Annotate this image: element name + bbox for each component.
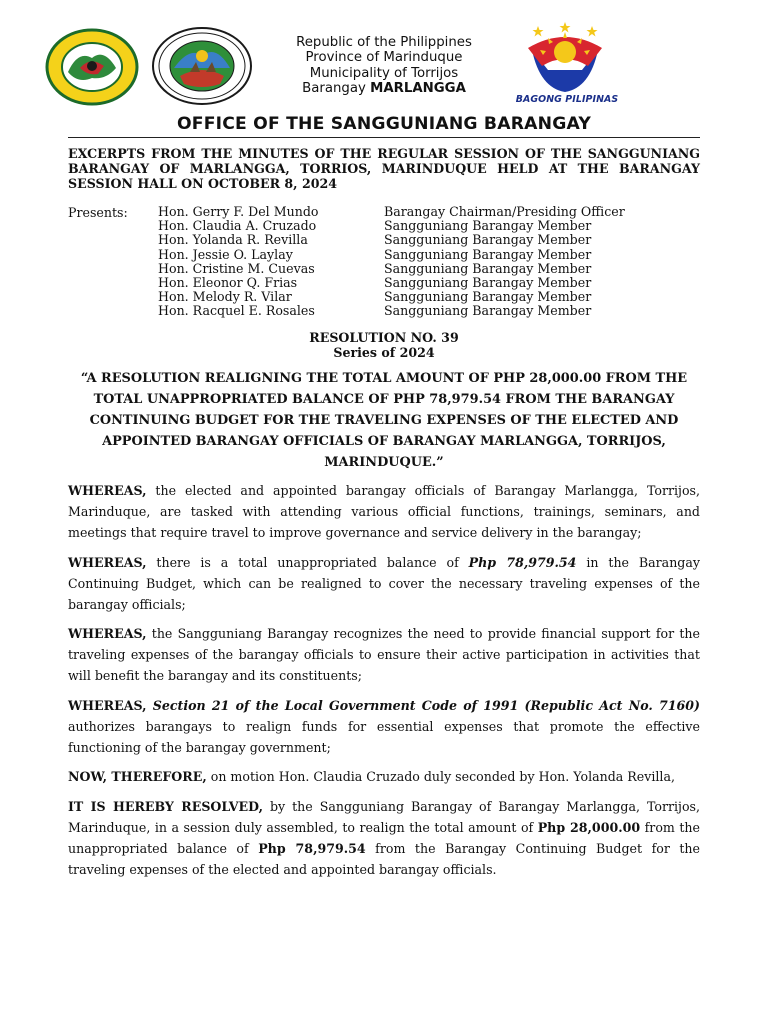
letterhead — [268, 35, 500, 96]
amount-text: Php 78,979.54 — [468, 554, 577, 570]
presents-label: Presents: — [68, 205, 128, 220]
whereas-paragraph — [68, 623, 700, 686]
official-role: Sangguniang Barangay Member — [384, 274, 592, 290]
official-name: Hon. Yolanda R. Revilla — [158, 232, 308, 248]
motion-paragraph — [68, 766, 700, 787]
official-role: Sangguniang Barangay Member — [384, 303, 592, 319]
official-role: Barangay Chairman/Presiding Officer — [384, 204, 625, 219]
official-name: Hon. Eleonor Q. Frias — [158, 274, 298, 290]
official-name: Hon. Racquel E. Rosales — [158, 303, 315, 319]
list-item — [158, 290, 678, 304]
paragraph-text: from the unappropriated balance of — [68, 819, 700, 856]
bagong-pilipinas-logo — [518, 22, 612, 100]
official-name: Hon. Claudia A. Cruzado — [158, 218, 317, 234]
paragraph-text: authorizes barangays to realign funds for essential expenses that promote the effective functioning of the barangay government; — [68, 718, 700, 755]
list-item — [158, 304, 678, 318]
list-item — [158, 219, 678, 233]
paragraph-lead: WHEREAS, — [68, 626, 147, 641]
official-name: Hon. Jessie O. Laylay — [158, 246, 293, 262]
official-role: Sangguniang Barangay Member — [384, 232, 592, 248]
whereas-paragraph — [68, 695, 700, 758]
header-barangay — [268, 81, 500, 96]
resolution-series: Series of 2024 — [333, 344, 435, 360]
legal-reference: Section 21 of the Local Government Code of 1991 (Republic Act No. 7160) — [146, 697, 700, 713]
header-divider — [68, 137, 700, 138]
paragraph-text: by the Sangguniang Barangay of Barangay Marlangga, Torrijos, Marinduque, in a session duly assembled, to realign the total amount of — [68, 798, 700, 835]
list-item — [158, 233, 678, 247]
paragraph-text: the Sangguniang Barangay recognizes the need to provide financial support for the traveling expenses of the barangay officials to ensure their active participation in activities that will benefit the barangay and its constituents; — [68, 626, 700, 683]
excerpt-heading: EXCERPTS FROM THE MINUTES OF THE REGULAR SESSION OF THE SANGGUNIANG BARANGAY OF MARLANGGA, TORRIOS, MARINDUQUE HELD AT THE BARANGAY SESSION HALL ON OCTOBER 8, 2024 — [68, 146, 700, 191]
official-role: Sangguniang Barangay Member — [384, 218, 592, 234]
whereas-paragraph — [68, 480, 700, 543]
header-municipality: Municipality of Torrijos — [309, 65, 459, 81]
list-item — [158, 248, 678, 262]
torrijos-seal-logo — [44, 28, 140, 106]
paragraph-text: from the Barangay Continuing Budget for the traveling expenses of the elected and appointed barangay officials. — [68, 840, 700, 877]
paragraph-lead: WHEREAS, — [68, 554, 147, 570]
paragraph-lead: NOW, THEREFORE, — [68, 769, 207, 784]
header-barangay-prefix: Barangay — [302, 80, 371, 96]
amount-text: Php 28,000.00 — [537, 819, 641, 835]
amount-text: Php 78,979.54 — [258, 840, 366, 856]
official-name: Hon. Cristine M. Cuevas — [158, 260, 315, 276]
official-role: Sangguniang Barangay Member — [384, 246, 592, 262]
paragraph-lead: WHEREAS, — [68, 483, 147, 498]
paragraph-text: on motion Hon. Claudia Cruzado duly seconded by Hon. Yolanda Revilla, — [206, 769, 675, 784]
official-role: Sangguniang Barangay Member — [384, 260, 592, 276]
resolution-number-block — [68, 331, 700, 360]
paragraph-text: the elected and appointed barangay officials of Barangay Marlangga, Torrijos, Marinduque, are tasked with attending various official functions, trainings, seminars, and meetings that require travel to improve governance and service delivery in the barangay; — [68, 483, 700, 540]
paragraph-lead: WHEREAS, — [68, 697, 147, 713]
resolution-number: RESOLUTION NO. 39 — [309, 330, 459, 345]
marlangga-seal-logo — [150, 26, 254, 106]
resolved-paragraph — [68, 796, 700, 880]
official-name: Hon. Melody R. Vilar — [158, 289, 292, 305]
paragraph-text: there is a total unappropriated balance of — [146, 554, 469, 570]
official-role: Sangguniang Barangay Member — [384, 289, 592, 305]
office-title: OFFICE OF THE SANGGUNIANG BARANGAY — [176, 114, 592, 134]
paragraph-text: in the Barangay Continuing Budget, which can be realigned to cover the necessary traveling expenses of the barangay officials; — [68, 554, 700, 612]
header-barangay-name: MARLANGGA — [370, 80, 466, 96]
resolution-body — [68, 480, 700, 888]
official-name: Hon. Gerry F. Del Mundo — [158, 204, 319, 219]
list-item — [158, 262, 678, 276]
paragraph-lead: IT IS HEREBY RESOLVED, — [68, 798, 263, 814]
resolution-title: “A RESOLUTION REALIGNING THE TOTAL AMOUNT OF PHP 28,000.00 FROM THE TOTAL UNAPPROPRIATED BALANCE OF PHP 78,979.54 FROM THE BARANGAY CONTINUING BUDGET FOR THE TRAVELING EXPENSES OF THE ELECTED AND APPOINTED BARANGAY OFFICIALS OF BARANGAY MARLANGGA, TORRIJOS, MARINDUQUE.” — [80, 371, 688, 470]
whereas-paragraph — [68, 552, 700, 615]
bagong-pilipinas-caption: BAGONG PILIPINAS — [515, 94, 619, 105]
header-country: Republic of the Philippines — [296, 35, 472, 50]
header-province: Province of Marinduque — [305, 50, 463, 66]
list-item — [158, 205, 678, 219]
list-item — [158, 276, 678, 290]
presents-list — [158, 205, 678, 319]
